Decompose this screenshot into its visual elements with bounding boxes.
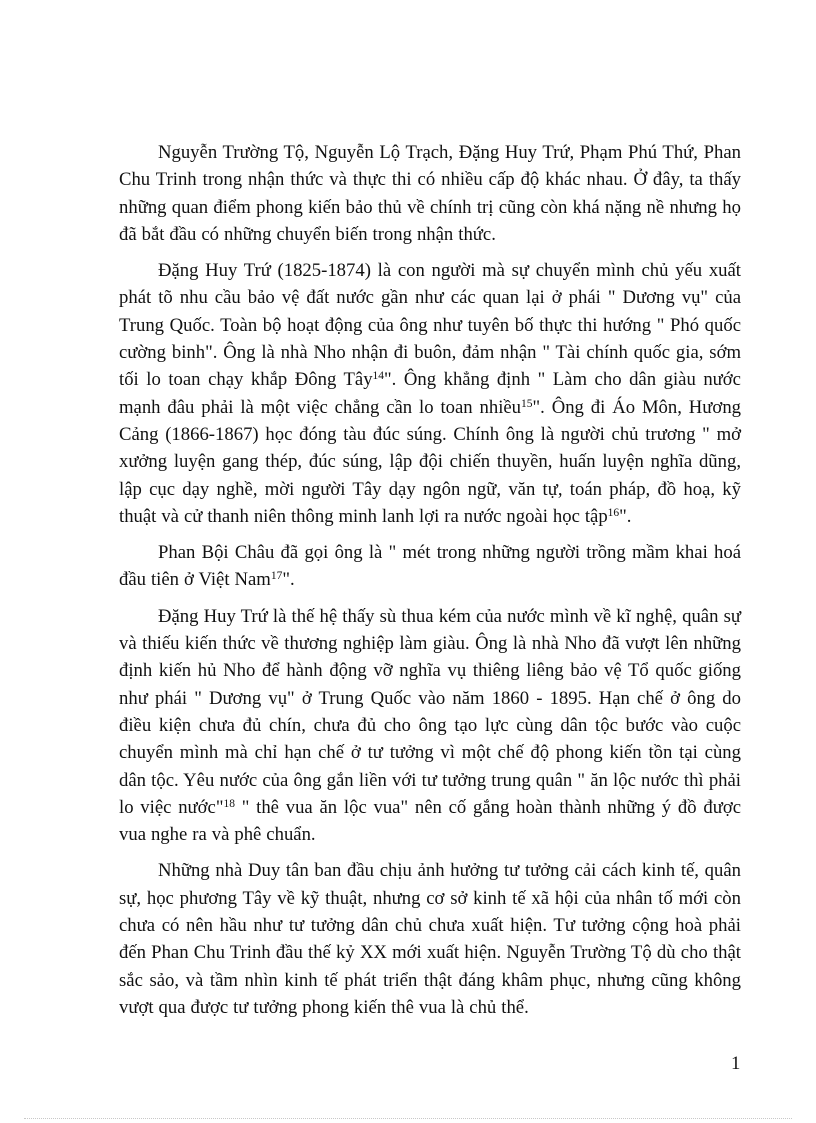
body-paragraph bbox=[119, 539, 741, 594]
body-paragraph bbox=[119, 857, 741, 1021]
footnote-reference: 15 bbox=[521, 397, 533, 410]
body-paragraph bbox=[119, 257, 741, 530]
footnote-reference: 18 bbox=[223, 797, 235, 810]
footnote-reference: 17 bbox=[270, 570, 283, 583]
paragraph-text: ". Ông đi Áo Môn, Hương Cảng (1866-1867) học đóng tàu đúc súng. Chính ông là người chủ trương " mở xưởng luyện gang thép, đúc súng, lập đội chiến thuyền, huấn luyện nghĩa dũng, lập cục dạy nghề, mời người Tây dạy ngôn ngữ, văn tự, toán pháp, đồ hoạ, kỹ thuật và cử thanh niên thông minh lanh lợi ra nước ngoài học tập bbox=[119, 396, 742, 527]
footnote-reference: 16 bbox=[607, 506, 620, 519]
page-number: 1 bbox=[731, 1053, 741, 1074]
paragraph-text: ". Ông khẳng định " Làm cho dân giàu nước mạnh đâu phải là một việc chẳng cần lo toan nhiều bbox=[119, 369, 741, 418]
body-paragraph bbox=[119, 603, 741, 849]
paragraph-text: Phan Bội Châu đã gọi ông là " mét trong những người trồng mầm khai hoá đầu tiên ở Việt Nam bbox=[119, 542, 741, 591]
paragraph-text: Đặng Huy Trứ là thế hệ thấy sù thua kém của nước mình về kĩ nghệ, quân sự và thiếu kiến thức về thương nghiệp làm giàu. Ông là nhà Nho đã vượt lên những định kiến hủ Nho để hành động vỡ nghĩa vụ thiêng liêng bảo vệ Tổ quốc giống như phái " Dương vụ" ở Trung Quốc vào năm 1860 - 1895. Hạn chế ở ông do điều kiện chưa đủ chín, chưa đủ cho ông tạo lực cùng dân tộc bước vào cuộc chuyển mình mà chỉ hạn chế ở tư tưởng vì một chế độ phong kiến tồn tại cùng dân tộc. Yêu nước của ông gắn liền với tư tưởng trung quân " ăn lộc nước thì phải lo việc nước" bbox=[119, 605, 741, 818]
page-body bbox=[119, 139, 741, 1030]
paragraph-text: ". bbox=[619, 505, 632, 527]
paragraph-text: ". bbox=[282, 569, 295, 591]
paragraph-text: " thê vua ăn lộc vua" nên cố gắng hoàn thành những ý đồ được vua nghe ra và phê chuẩn. bbox=[119, 796, 741, 846]
paragraph-text: Những nhà Duy tân ban đầu chịu ảnh hưởng tư tưởng cải cách kinh tế, quân sự, học phương Tây về kỹ thuật, nhưng cơ sở kinh tế xã hội của nhân tố mới còn chưa có nên hầu như tư tưởng dân chủ chưa xuất hiện. Tư tưởng cộng hoà phải đến Phan Chu Trinh đầu thế kỷ XX mới xuất hiện. Nguyễn Trường Tộ dù cho thật sắc sảo, và tầm nhìn kinh tế phát triển thật đáng khâm phục, nhưng cũng không vượt qua được tư tưởng phong kiến thê vua là chủ thể. bbox=[119, 860, 741, 1018]
footnote-reference: 14 bbox=[372, 370, 385, 383]
body-paragraph bbox=[119, 139, 741, 248]
paragraph-text: Nguyễn Trường Tộ, Nguyễn Lộ Trạch, Đặng Huy Trứ, Phạm Phú Thứ, Phan Chu Trinh trong nhận thức và thực thi có nhiều cấp độ khác nhau. Ở đây, ta thấy những quan điểm phong kiến bảo thủ về chính trị cũng còn khá nặng nề nhưng họ đã bắt đầu có những chuyển biến trong nhận thức. bbox=[119, 142, 741, 245]
paragraph-text: Đặng Huy Trứ (1825-1874) là con người mà sự chuyển mình chủ yếu xuất phát tõ nhu cầu bảo vệ đất nước gần như các quan lại ở phái " Dương vụ" của Trung Quốc. Toàn bộ hoạt động của ông như tuyên bố thực thi hướng " Phó quốc cường binh". Ông là nhà Nho nhận đi buôn, đảm nhận " Tài chính quốc gia, sớm tối lo toan chạy khắp Đông Tây bbox=[119, 260, 741, 391]
page-bottom-divider bbox=[24, 1118, 792, 1119]
